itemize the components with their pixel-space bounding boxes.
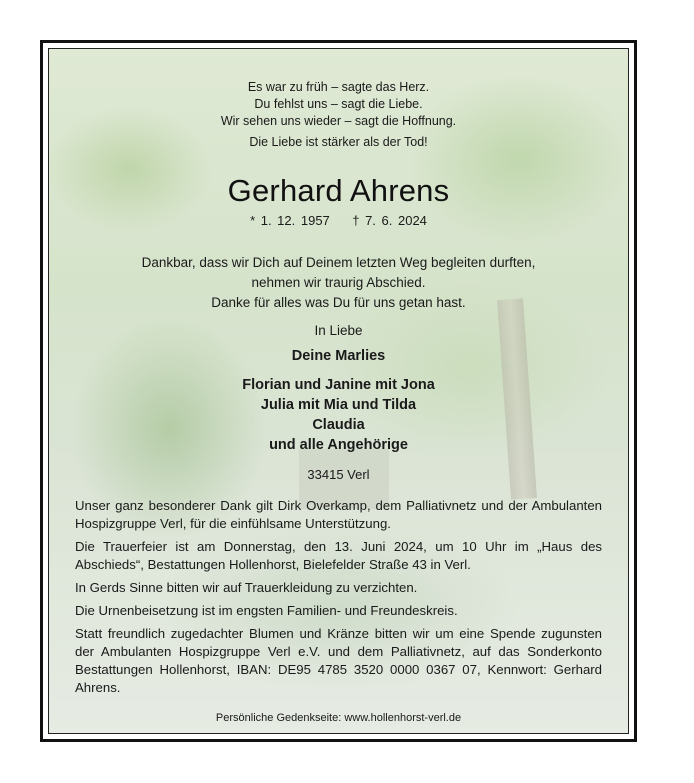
verse-line: Du fehlst uns – sagt die Liebe. — [254, 97, 423, 111]
thanks-line: Danke für alles was Du für uns getan hast. — [211, 295, 466, 310]
thanks-text — [49, 253, 628, 313]
notice-panel — [48, 48, 629, 734]
verse — [49, 79, 628, 130]
memorial-page-link[interactable]: Persönliche Gedenkseite: www.hollenhorst-verl.de — [215, 712, 462, 724]
paragraph-clothing: In Gerds Sinne bitten wir auf Trauerkleidung zu verzichten. — [75, 580, 418, 595]
thanks-line: Dankbar, dass wir Dich auf Deinem letzten Weg begleiten durften, — [141, 255, 536, 270]
notice-content — [49, 49, 628, 733]
spouse-name: Deine Marlies — [291, 348, 386, 364]
in-liebe: In Liebe — [314, 323, 363, 338]
family-list — [49, 375, 628, 455]
info-paragraphs — [75, 497, 602, 702]
family-line: und alle Angehörige — [269, 437, 408, 453]
paragraph-funeral: Die Trauerfeier ist am Donnerstag, den 13. Juni 2024, um 10 Uhr im „Haus des Abschieds“, Bestattungen Hollenhorst, Bielefelder Straße 43 in Verl. — [75, 539, 602, 572]
family-line: Julia mit Mia und Tilda — [260, 397, 417, 413]
city: 33415 Verl — [307, 467, 370, 482]
notice-frame — [40, 40, 637, 742]
verse-line: Es war zu früh – sagte das Herz. — [247, 80, 430, 94]
family-line: Florian und Janine mit Jona — [242, 377, 435, 393]
motto: Die Liebe ist stärker als der Tod! — [249, 135, 428, 149]
thanks-line: nehmen wir traurig Abschied. — [251, 275, 426, 290]
verse-line: Wir sehen uns wieder – sagt die Hoffnung. — [220, 114, 457, 128]
family-line: Claudia — [312, 417, 365, 433]
paragraph-thanks: Unser ganz besonderer Dank gilt Dirk Overkamp, dem Palliativnetz und der Ambulanten Hospizgruppe Verl, für die einfühlsame Unterstützung. — [75, 498, 602, 531]
paragraph-donation: Statt freundlich zugedachter Blumen und Kränze bitten wir um eine Spende zugunsten der Ambulanten Hospizgruppe Verl e.V. und dem Palliativnetz, auf das Sonderkonto Bestattungen Hollenhorst, IBAN: DE95 4785 3520 0000 0367 07, Kennwort: Gerhard Ahrens. — [75, 626, 602, 695]
life-dates: * 1. 12. 1957 † 7. 6. 2024 — [250, 213, 427, 228]
paragraph-burial: Die Urnenbeisetzung ist im engsten Familien- und Freundeskreis. — [75, 603, 458, 618]
deceased-name: Gerhard Ahrens — [227, 173, 450, 208]
